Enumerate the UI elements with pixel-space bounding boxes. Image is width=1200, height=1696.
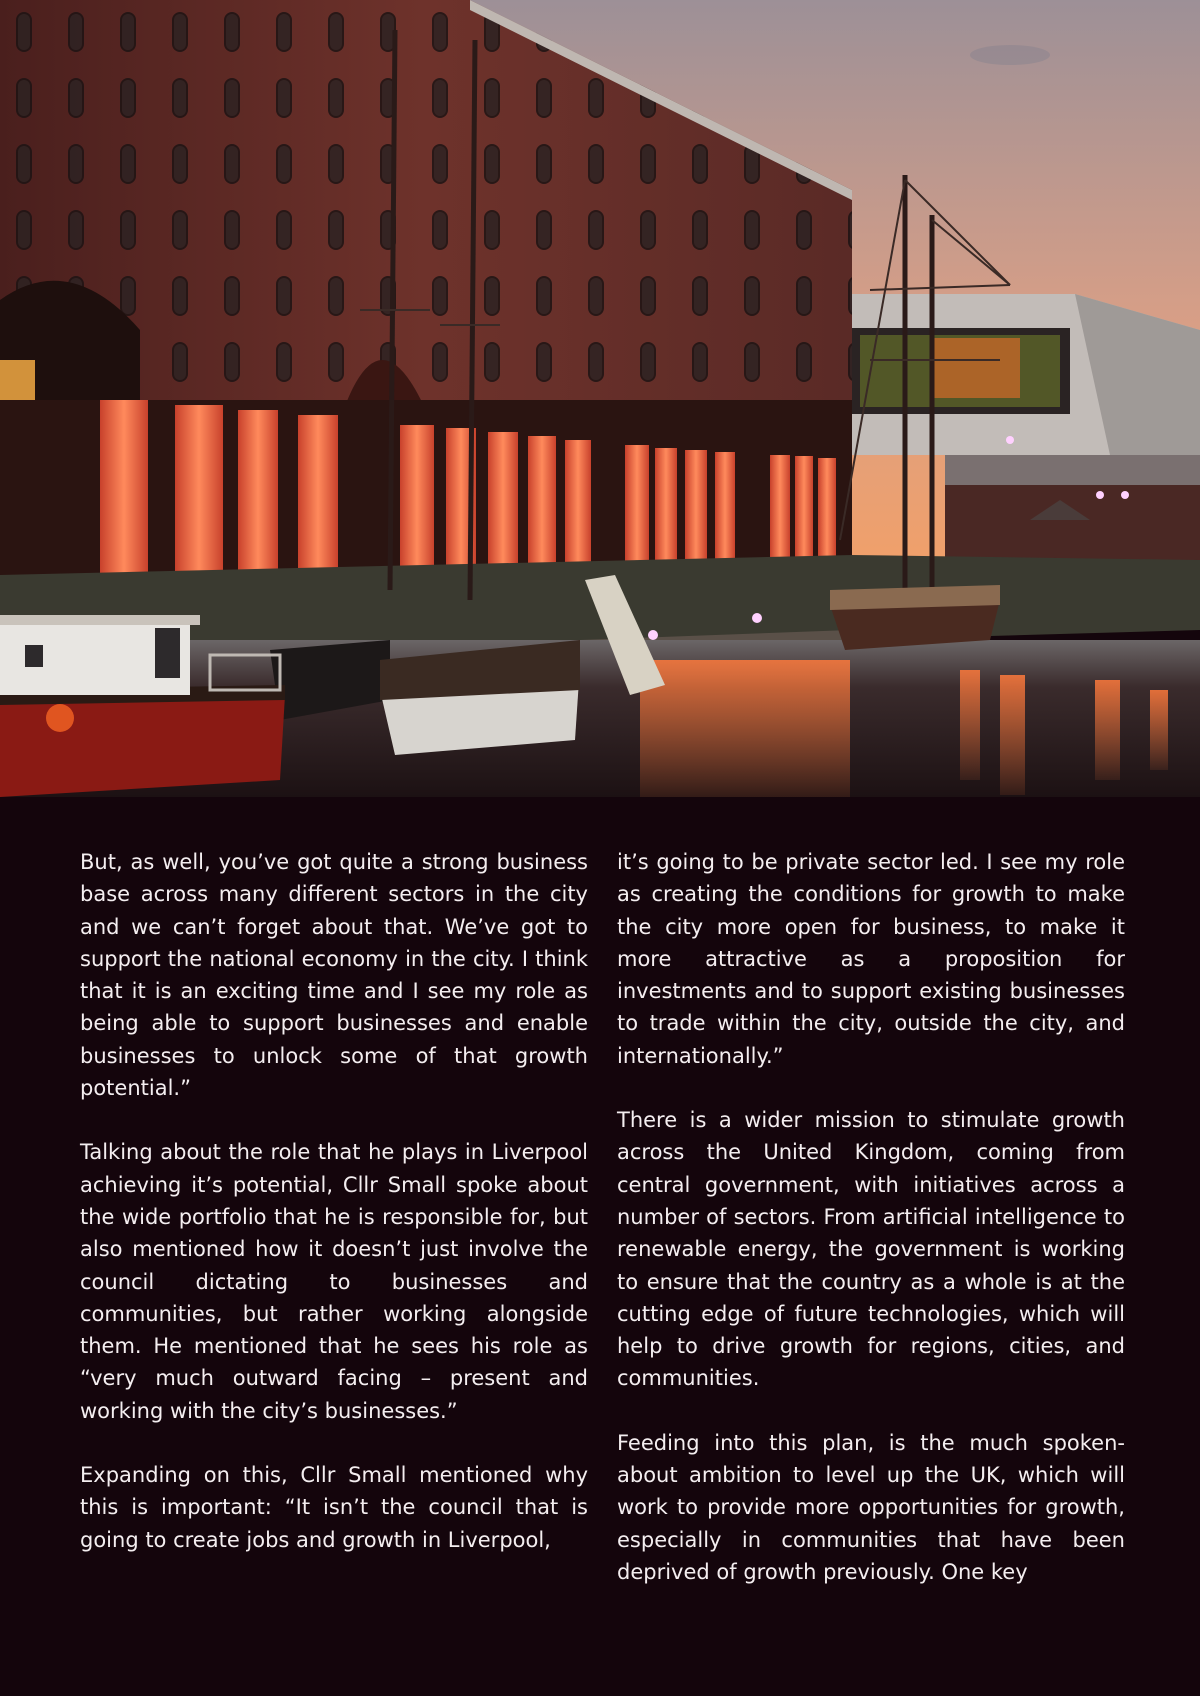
hero-photo [0,0,1200,797]
article-body [80,846,1125,1620]
paragraph: But, as well, you’ve got quite a strong business base across many different sectors in the city and we can’t forget about that. We’ve got to support the national economy in the city. I think that it is an exciting time and I see my role as being able to support businesses and enable businesses to unlock some of that growth potential.” [80,850,588,1101]
right-column [617,846,1125,1620]
paragraph: Feeding into this plan, is the much spoken-about ambition to level up the UK, which will work to provide more opportunities for growth, especially in communities that have been deprived of growth previously. One key [617,1430,1125,1584]
left-column [80,846,588,1620]
paragraph: Talking about the role that he plays in Liverpool achieving it’s potential, Cllr Small spoke about the wide portfolio that he is responsible for, but also mentioned how it doesn’t just involve the council dictating to businesses and communities, but rather working alongside them. He mentioned that he sees his role as “very much outward facing – present and working with the city’s businesses.” [80,1140,588,1423]
paragraph: it’s going to be private sector led. I see my role as creating the conditions for growth to make the city more open for business, to make it more attractive as a proposition for investments and to support existing businesses to trade within the city, outside the city, and internationally.” [617,850,1125,1068]
paragraph: There is a wider mission to stimulate growth across the United Kingdom, coming from central government, with initiatives across a number of sectors. From artificial intelligence to renewable energy, the government is working to ensure that the country as a whole is at the cutting edge of future technologies, which will help to drive growth for regions, cities, and communities. [617,1108,1125,1391]
paragraph: Expanding on this, Cllr Small mentioned why this is important: “It isn’t the council that is going to create jobs and growth in Liverpool, [80,1463,588,1552]
albert-dock-sunset-photo [0,0,1200,797]
